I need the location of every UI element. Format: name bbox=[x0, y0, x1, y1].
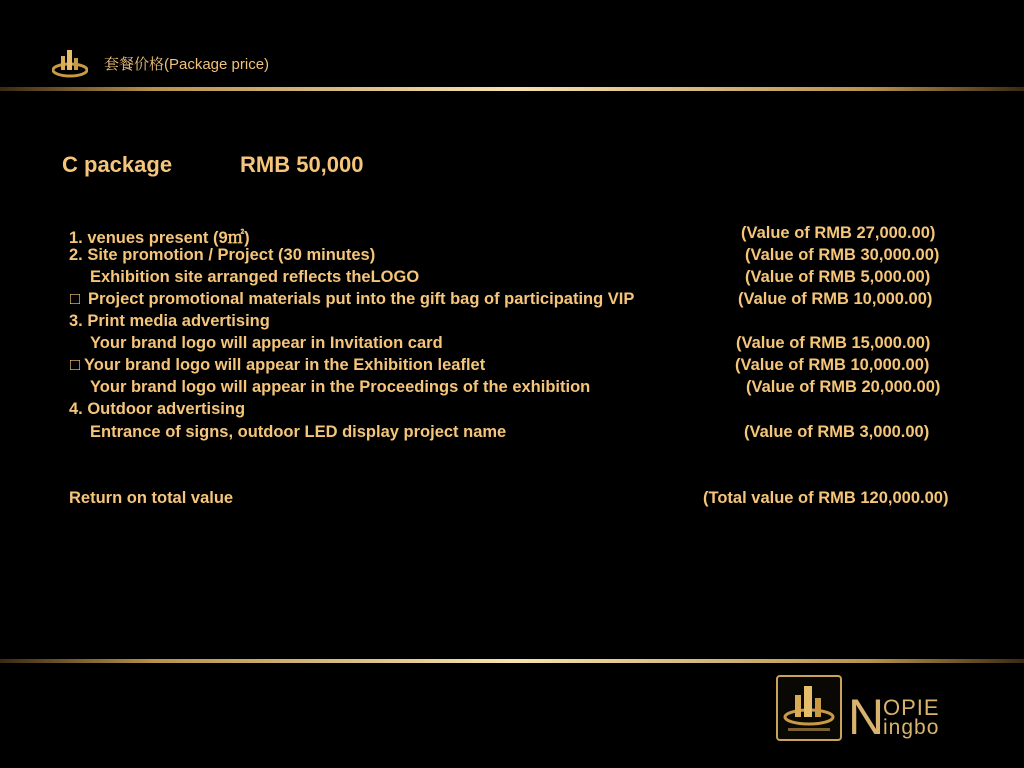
package-name: C package bbox=[62, 152, 173, 177]
item-value: (Value of RMB 30,000.00) bbox=[745, 246, 940, 264]
total-label: Return on total value bbox=[69, 489, 234, 507]
item-label: Your brand logo will appear in Invitation card bbox=[90, 334, 443, 352]
header-title: 套餐价格(Package price) bbox=[104, 56, 270, 73]
item-value: (Value of RMB 27,000.00) bbox=[741, 224, 936, 242]
item-value: (Value of RMB 5,000.00) bbox=[745, 268, 931, 286]
package-price: RMB 50,000 bbox=[240, 152, 364, 177]
header bbox=[0, 40, 1024, 90]
brand-bottom-text: ingbo bbox=[883, 716, 940, 739]
package-title bbox=[62, 152, 364, 178]
bullet-icon: □ bbox=[70, 356, 80, 374]
item-label: 2. Site promotion / Project (30 minutes) bbox=[69, 246, 376, 264]
building-logo-icon bbox=[52, 46, 88, 78]
item-label: 1. venues present (9㎡) bbox=[69, 229, 250, 247]
item-label: Project promotional materials put into the gift bag of participating VIP bbox=[88, 290, 635, 308]
item-label: 3. Print media advertising bbox=[69, 312, 270, 330]
item-label: Entrance of signs, outdoor LED display project name bbox=[90, 423, 507, 441]
ningbo-opie-emblem-icon bbox=[776, 675, 842, 741]
item-label: Your brand logo will appear in the Exhibition leaflet bbox=[84, 356, 486, 374]
item-value: (Value of RMB 3,000.00) bbox=[744, 423, 930, 441]
item-value: (Value of RMB 15,000.00) bbox=[736, 334, 931, 352]
item-label: Exhibition site arranged reflects theLOGO bbox=[90, 268, 420, 286]
item-label: 4. Outdoor advertising bbox=[69, 400, 246, 418]
bullet-icon: □ bbox=[70, 290, 80, 308]
item-value: (Value of RMB 10,000.00) bbox=[735, 356, 930, 374]
item-label: Your brand logo will appear in the Proceedings of the exhibition bbox=[90, 378, 591, 396]
brand-top-text: OPIE bbox=[883, 695, 940, 720]
total-row bbox=[69, 489, 989, 508]
brand-initial: N bbox=[848, 689, 885, 745]
item-value: (Value of RMB 20,000.00) bbox=[746, 378, 941, 396]
bottom-divider bbox=[0, 659, 1024, 663]
top-divider bbox=[0, 87, 1024, 91]
item-value: (Value of RMB 10,000.00) bbox=[738, 290, 933, 308]
total-value: (Total value of RMB 120,000.00) bbox=[703, 489, 949, 507]
